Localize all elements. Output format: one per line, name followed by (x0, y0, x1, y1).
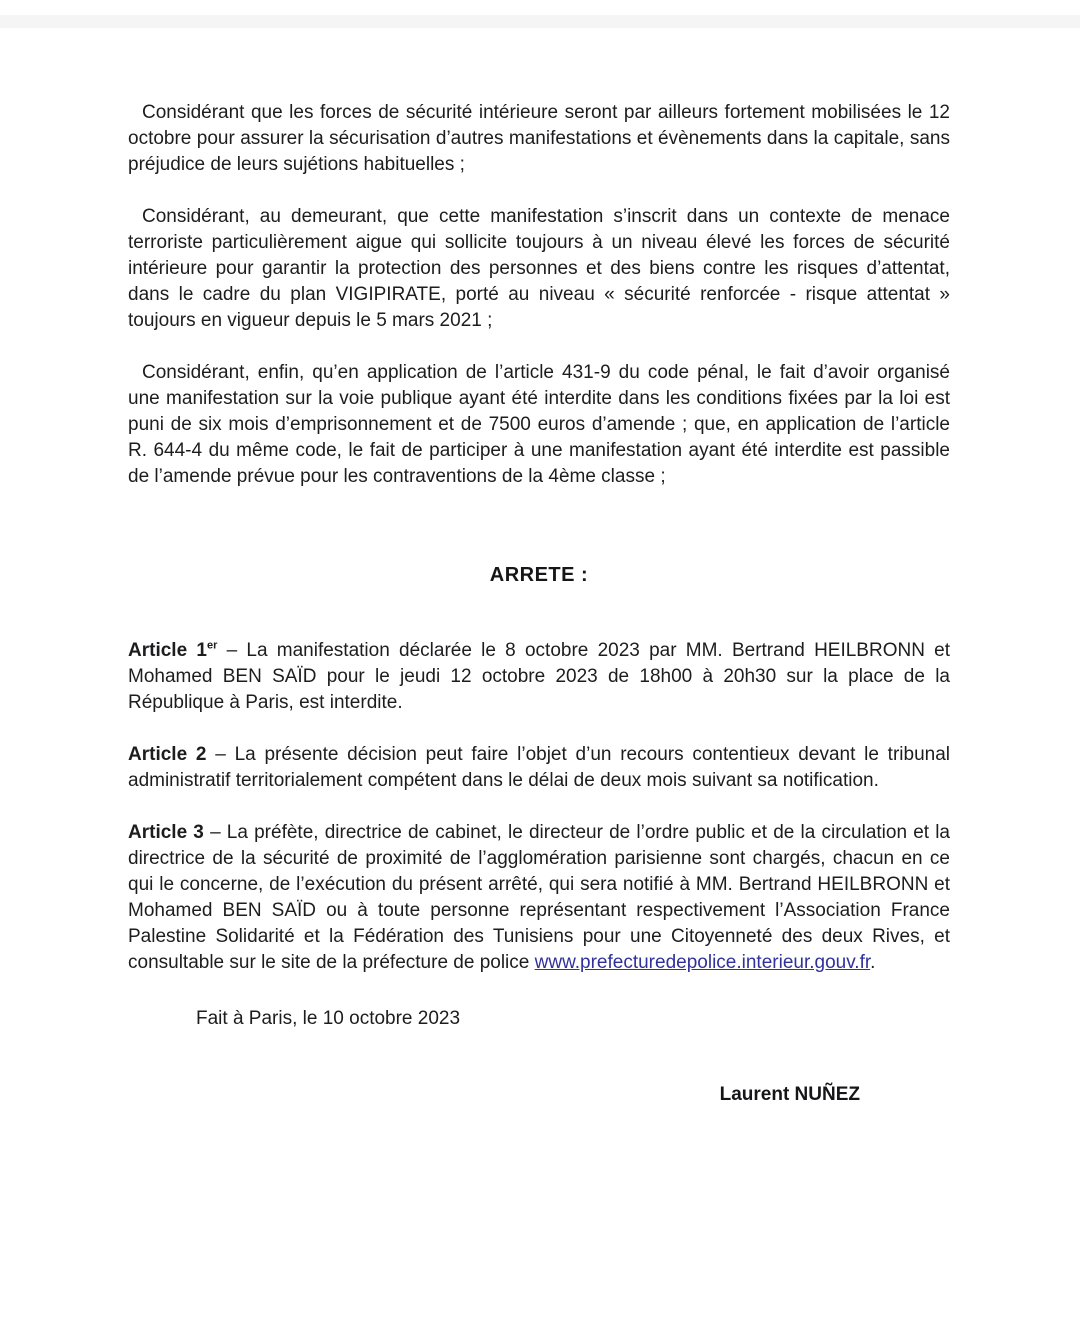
article-3-label: Article 3 (128, 822, 204, 843)
article-2-label: Article 2 (128, 744, 207, 765)
dateline: Fait à Paris, le 10 octobre 2023 (196, 1008, 461, 1029)
signature-name: Laurent NUÑEZ (719, 1084, 860, 1105)
article-1-text: – La manifestation déclarée le 8 octobre 2023 par MM. Bertrand HEILBRONN et Mohamed BEN SAÏD pour le jeudi 12 octobre 2023 de 18h00 à 20h30 sur la place de la République à Paris, est interdite. (128, 640, 951, 713)
paragraph-considerant-3: Considérant, enfin, qu’en application de l’article 431-9 du code pénal, le fait d’avoir organisé une manifestation sur la voie publique ayant été interdite dans les conditions fixées par la loi est puni de six mois d’emprisonnement et de 7500 euros d’amende ; que, en application de l’article R. 644-4 du même code, le fait de participer à une manifestation ayant été interdite est passible de l’amende prévue pour les contraventions de la 4ème classe ; (128, 362, 950, 487)
paragraph-considerant-2: Considérant, au demeurant, que cette manifestation s’inscrit dans un contexte de menace terroriste particulièrement aigue qui sollicite toujours à un niveau élevé les forces de sécurité intérieure pour garantir la protection des personnes et des biens contre les risques d’attentat, dans le cadre du plan VIGIPIRATE, porté au niveau « sécurité renforcée - risque attentat » toujours en vigueur depuis le 5 mars 2021 ; (128, 206, 950, 331)
article-2-text: – La présente décision peut faire l’objet d’un recours contentieux devant le tribunal administratif territorialement compétent dans le délai de deux mois suivant sa notification. (128, 744, 950, 791)
paragraph-article-1 (128, 638, 950, 716)
prefecture-website-link[interactable]: www.prefecturedepolice.interieur.gouv.fr (534, 952, 871, 973)
paragraph-article-2 (128, 742, 950, 794)
paragraph-considerant-1: Considérant que les forces de sécurité intérieure seront par ailleurs fortement mobilisées le 12 octobre pour assurer la sécurisation d’autres manifestations et évènements dans la capitale, sans préjudice de leurs sujétions habituelles ; (128, 102, 950, 175)
paragraph-article-3 (128, 820, 950, 976)
article-3-text: – La préfète, directrice de cabinet, le directeur de l’ordre public et de la circulation et la directrice de la sécurité de proximité de l’agglomération parisienne sont chargés, chacun en ce qui le concerne, de l’exécution du présent arrêté, qui sera notifié à MM. Bertrand HEILBRONN et Mohamed BEN SAÏD ou à toute personne représentant respectivement l’Association France Palestine Solidarité et la Fédération des Tunisiens pour une Citoyenneté des deux Rives, et consultable sur le site de la préfecture de police (128, 822, 950, 973)
article-1-label: Article 1 (128, 640, 207, 661)
arrete-heading: ARRETE : (489, 564, 589, 586)
article-3-text-end: . (870, 952, 876, 973)
article-1-superscript: er (206, 639, 218, 652)
